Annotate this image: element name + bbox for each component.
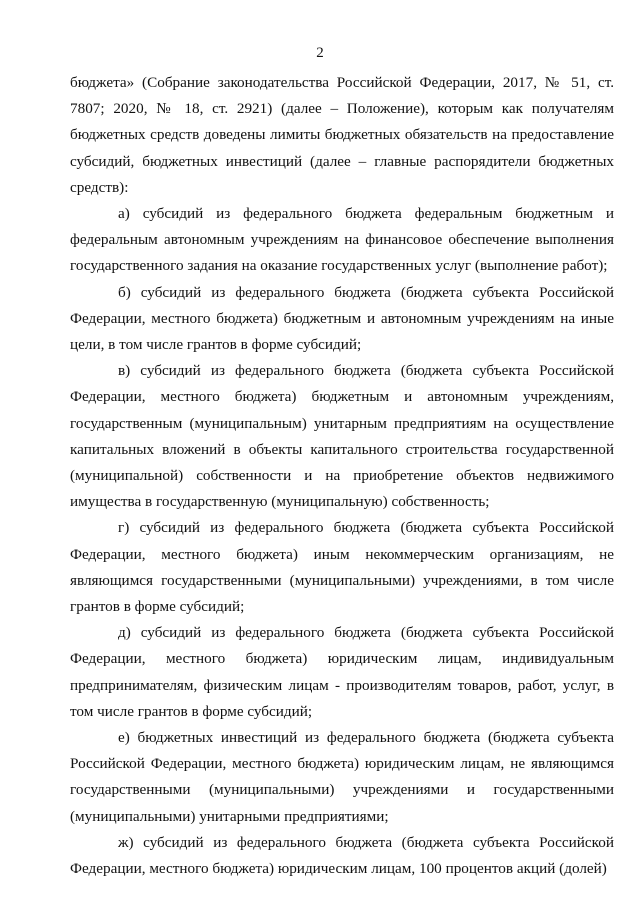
paragraph-intro-continuation: бюджета» (Собрание законодательства Российской Федерации, 2017, № 51, ст. 7807; 2020, № 18, ст. 2921) (далее – Положение), которым как получателям бюджетных средств доведены лимиты бюджетных обязательств на предоставление субсидий, бюджетных инвестиций (далее – главные распорядители бюджетных средств): [70,74,614,196]
paragraph-item-d: д) субсидий из федерального бюджета (бюджета субъекта Российской Федерации, местного бюджета) юридическим лицам, индивидуальным предпринимателям, физическим лицам - производителям товаров, работ, услуг, в том числе грантов в форме субсидий; [70,624,614,720]
paragraph-item-v: в) субсидий из федерального бюджета (бюджета субъекта Российской Федерации, местного бюджета) бюджетным и автономным учреждениям, государственным (муниципальным) унитарным предприятиям на осуществление капитальных вложений в объекты капитального строительства государственной (муниципальной) собственности и на приобретение объектов недвижимого имущества в государственную (муниципальную) собственность; [70,362,614,511]
paragraph-item-a: а) субсидий из федерального бюджета федеральным бюджетным и федеральным автономным учреждениям на финансовое обеспечение выполнения государственного задания на оказание государственных услуг (выполнение работ); [70,205,614,275]
document-body [70,70,614,882]
page-number: 2 [316,45,324,61]
paragraph-item-g: г) субсидий из федерального бюджета (бюджета субъекта Российской Федерации, местного бюджета) иным некоммерческим организациям, не являющимся государственными (муниципальными) учреждениями, в том числе грантов в форме субсидий; [70,519,614,616]
paragraph-item-e: е) бюджетных инвестиций из федерального бюджета (бюджета субъекта Российской Федерации, местного бюджета) юридическим лицам, не являющимся государственными (муниципальными) учреждениями и государственными (муниципальными) унитарными предприятиями; [70,729,614,825]
paragraph-item-zh: ж) субсидий из федерального бюджета (бюджета субъекта Российской Федерации, местного бюджета) юридическим лицам, 100 процентов акций (долей) [70,833,614,878]
paragraph-item-b: б) субсидий из федерального бюджета (бюджета субъекта Российской Федерации, местного бюджета) бюджетным и автономным учреждениям на иные цели, в том числе грантов в форме субсидий; [70,283,614,354]
